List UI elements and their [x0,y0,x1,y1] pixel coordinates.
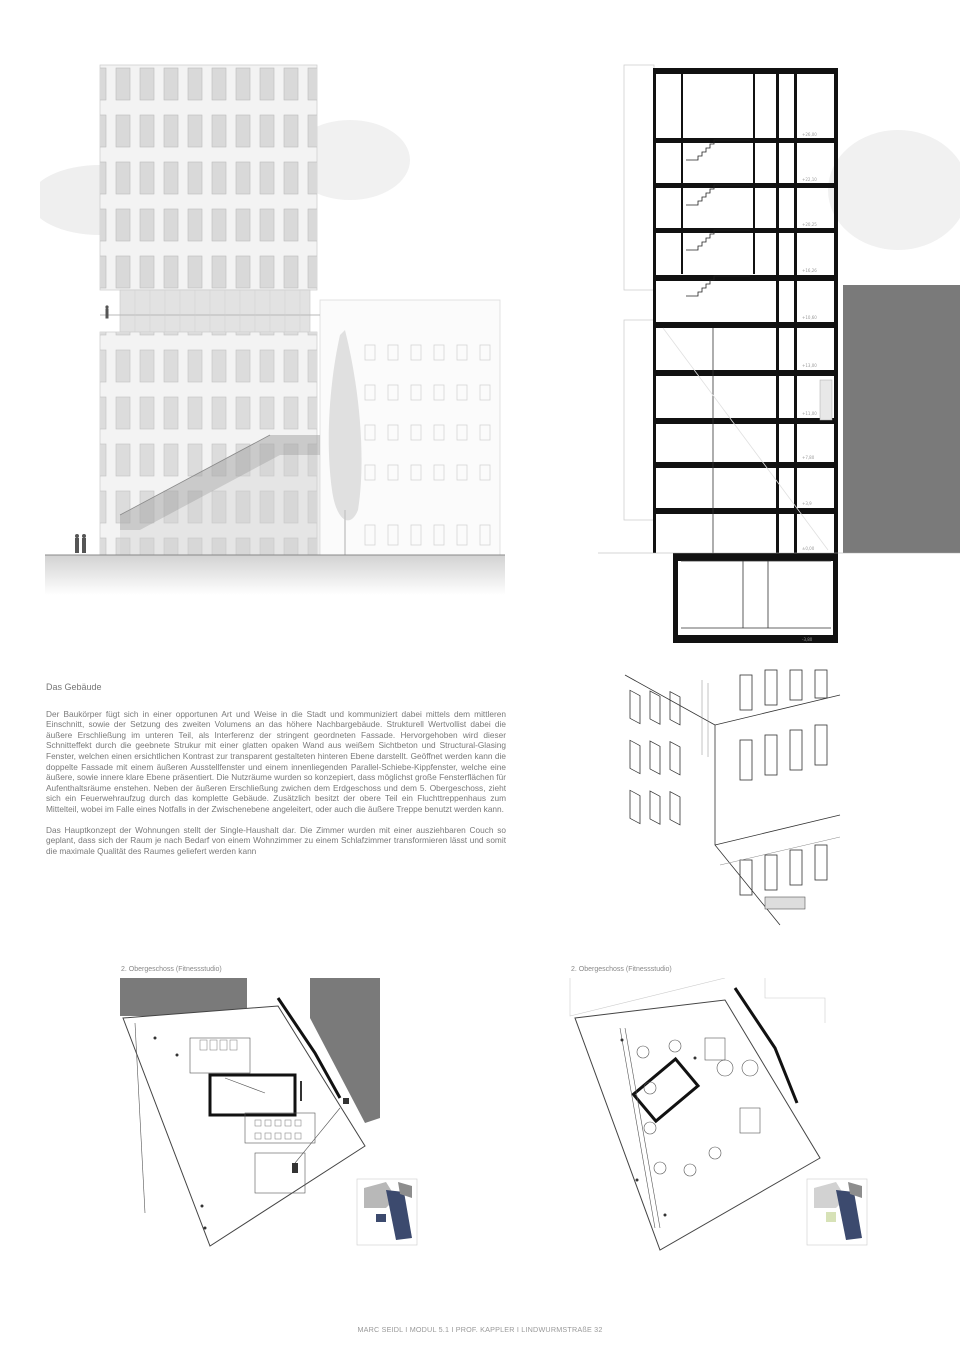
level-label: +16,26 [802,268,817,273]
text-paragraph-2: Das Hauptkonzept der Wohnungen stellt der Single-Haushalt dar. Die Zimmer wurden mit einer ausziehbaren Couch so geplant, dass sich der Raum je nach Bedarf von einem Wohnzimmer zu einem Schlafzimmer transformieren lässt und somit die maximale Qualität des Raumes geliefert werden kann [46,824,506,856]
level-label: +11,00 [802,411,817,416]
ground-line [45,555,505,595]
level-label: ±0,00 [802,546,815,551]
level-label: +13,00 [802,363,817,368]
middle-recess [100,290,320,332]
level-label: -3,80 [802,637,813,642]
section-drawing [598,60,960,650]
section-stairs [686,140,750,296]
left-site-diagram [356,1178,418,1246]
elevation-drawing [40,60,510,600]
text-heading: Das Gebäude [46,682,102,692]
level-label: +7,80 [802,455,815,460]
text-paragraph-1: Der Baukörper fügt sich in einer opportunen Art und Weise in die Stadt und kommuniziert dabei mittels dem mittleren Einschnitt, sowie der Setzung des zweiten Volumens an das höhere Nachbargebäude. Strukturell Wertvollist dabei die äußere Erschließung im unteren Teil, als Interferenz der stringent geordneten Fassade. Hervorgehoben wird dieser Schnitteffekt durch die geebnete Strukur mit einer glatten opaken Wand aus weißem Sichtbeton und Structural-Glasing Fenster, welchen einen ersichtlichen Kontrast zur transparent gestalteten hinteren Ebene darstellt. Geöffnet werden kann die doppelte Fassade mit einem äußeren Ausstellfenster und einem innenliegenden Parallel-Schiebe-Kippfenster, welche eine äußere, sowie innere klare Ebene präsentiert. Die Nutzräume wurden so konzepiert, dass möglichst große Fensterflächen für Aufenthaltsräume enstehen. Neben der äußeren Erschließung zwichen dem Erdgeschoss und dem 5. Obergeschoss, zieht sich ein Feuerwehraufzug durch das komplette Gebäude. Zusätzlich besitzt der obere Teil ein Fluchttreppenhaus zum Mittelteil, wobei im Falle eines Notfalls in der Zwischenebene angeleitert, oder auch die äußere Treppe benutzt werden kann. [46,708,506,814]
upper-volume [100,65,317,290]
right-floor-plan [565,978,845,1253]
footer-credits: MARC SEIDL I MODUL 5.1 I PROF. KAPPLER I LINDWURMSTRAßE 32 [357,1325,603,1334]
level-label: +3,9 [802,501,812,506]
right-site-diagram [806,1178,868,1246]
floor-slabs [653,68,838,643]
level-label: +22,10 [802,177,817,182]
level-label: +10,60 [802,315,817,320]
right-plan-label: 2. Obergeschoss (Fitnessstudio) [571,966,672,973]
neighbor-section [843,285,960,553]
level-label: +20,25 [802,222,817,227]
level-label: +26,00 [802,132,817,137]
description-text [46,682,506,866]
facade-perspective [620,665,845,930]
left-plan-label: 2. Obergeschoss (Fitnessstudio) [121,966,222,973]
